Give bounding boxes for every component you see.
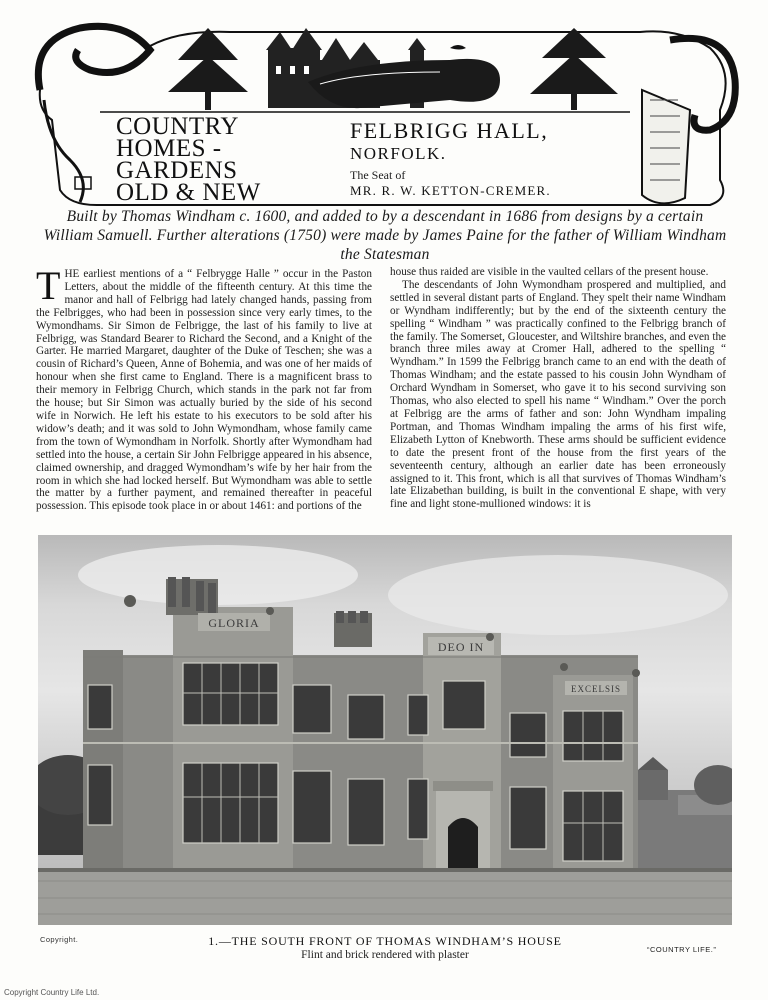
article-heading bbox=[350, 120, 650, 199]
owner-name: MR. R. W. KETTON-CREMER. bbox=[350, 183, 551, 198]
paragraph-text: HE earliest mentions of a “ Felbrygge Halle ” occur in the Paston Letters, about the middle of the fifteenth century. At this time the manor and hall of Felbrigg had lately changed hands, passing from the Felbrigges, who had been in possession since very early times, to the Wymondhams. Sir Simon de Felbrigge, the last of his family to live at Felbrigg, was Standard Bearer to Richard the Second, and a Knight of the Garter. He married Margaret, daughter of the Duke of Teschen; she was a cousin of Richard’s Queen, Anne of Bohemia, and was one of her maids of honour when she first came to England. There is a magnificent brass to their memory in Felbrigg Church, which stands in the park not far from the house; but Sir Simon was actually buried by the side of his second wife in Norwich. He left his estate to his executors to be sold after his widow’s death; and it was sold to John Wymondham, whose family came from the town of Wymondham in Norfolk. Shortly after Wymondham had settled into the house, a certain Sir John Felbrigge appeared in his absence, claimed ownership, and dragged Wymondham’s wife by her hair from the room in which she had locked herself. But Wymondham was able to settle the matter by a further payment, and remained thereafter in peaceful possession. This episode took place in or about 1461: and portions of the bbox=[36, 268, 372, 513]
body-paragraph: The descendants of John Wymondham prospered and multiplied, and settled in several distant parts of England. They spelt their name Windham or Wyndham indifferently; but by the end of the sixteenth century the spelling “ Windham ” was practically confined to the Felbrigg branch of the family. The Somerset, Gloucester, and Wiltshire branches, and even the branch three miles away at Cromer Hall, adhered to the spelling “ Wyndham.” In 1599 the Felbrigg branch came to an end with the death of Thomas Windham; and the estate passed to his cousin John Wyndham of Orchard Wyndham in Somerset, who gave it to his second surviving son Thomas, who also elected to spell his name “ Windham.” Over the porch at Felbrigg are the arms of father and son: John Wyndham impaling Portman, and Thomas Windham impaling the arms of his first wife, Elizabeth Lytton of Knebworth. These arms should be sufficient evidence to date the present front of the house from the first years of the seventeenth century, although an earlier date has been erroneously assigned to it. This front, which is all that survives of Thomas Windham’s late Elizabethan building, is built in the conventional E shape, with very fine and light stone-mullioned windows: it is bbox=[390, 278, 726, 511]
parapet-inscription: DEO IN bbox=[437, 640, 485, 654]
article-place: NORFOLK. bbox=[350, 144, 447, 163]
drop-cap: T bbox=[36, 263, 61, 308]
caption-subtitle: Flint and brick rendered with plaster bbox=[301, 949, 469, 961]
parapet-inscription: EXCELSIS bbox=[570, 684, 622, 694]
seat-label: The Seat of bbox=[350, 168, 406, 182]
parapet-inscription: GLORIA bbox=[208, 616, 260, 630]
masthead bbox=[30, 20, 742, 212]
house-illustration bbox=[38, 535, 732, 925]
body-paragraph: house thus raided are visible in the vaulted cellars of the present house. bbox=[390, 266, 709, 278]
standfirst: Built by Thomas Windham c. 1600, and added to by a descendant in 1686 from designs by a certain William Samuell. Further alterations (1750) were made by James Paine for the father of William Windham the Statesman bbox=[43, 208, 727, 263]
series-line: COUNTRY bbox=[116, 113, 239, 140]
body-column-left bbox=[36, 263, 372, 513]
photo-credit: “COUNTRY LIFE.” bbox=[647, 945, 717, 954]
photo-caption bbox=[150, 934, 620, 961]
body-column-right bbox=[390, 266, 726, 511]
body-paragraph bbox=[36, 263, 372, 513]
photo-copyright: Copyright. bbox=[40, 935, 79, 944]
series-line: GARDENS bbox=[116, 157, 238, 184]
series-title bbox=[116, 113, 316, 206]
series-line: OLD & NEW bbox=[116, 179, 261, 206]
caption-title: 1.—THE SOUTH FRONT OF THOMAS WINDHAM’S HOUSE bbox=[208, 934, 562, 948]
series-line: HOMES - bbox=[116, 135, 222, 162]
article-title: FELBRIGG HALL, bbox=[350, 118, 549, 143]
watermark: Copyright Country Life Ltd. bbox=[4, 988, 100, 997]
house-photograph bbox=[38, 535, 732, 925]
